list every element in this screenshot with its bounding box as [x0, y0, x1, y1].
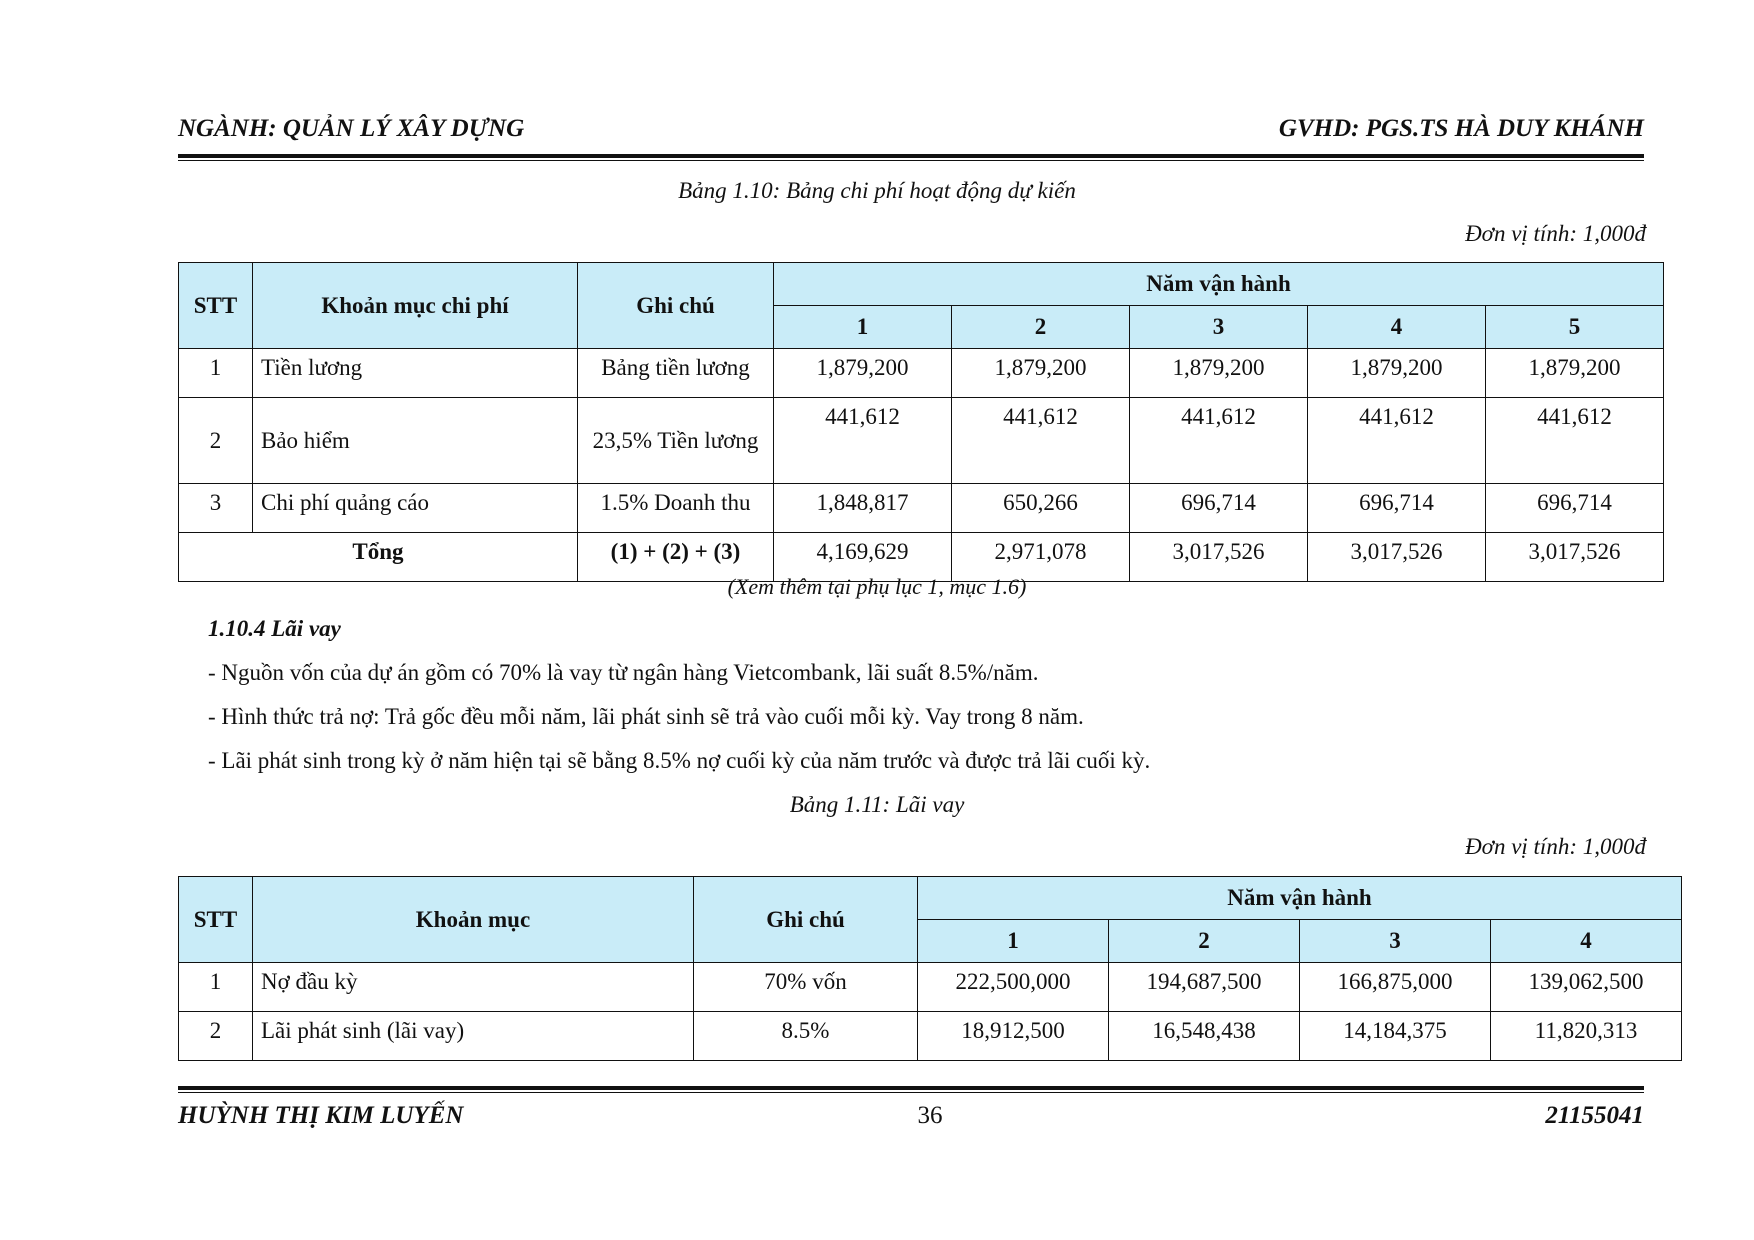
col-year: 5 [1486, 306, 1664, 349]
cell-value: 222,500,000 [918, 963, 1109, 1012]
cell-total-note: (1) + (2) + (3) [578, 533, 774, 582]
cell-value: 194,687,500 [1109, 963, 1300, 1012]
col-item: Khoản mục [253, 877, 694, 963]
paragraph: - Lãi phát sinh trong kỳ ở năm hiện tại sẽ bằng 8.5% nợ cuối kỳ của năm trước và được trả lãi cuối kỳ. [208, 748, 1151, 773]
loan-interest-table [178, 876, 1682, 1061]
cell-value: 650,266 [952, 484, 1130, 533]
cell-value: 1,879,200 [952, 349, 1130, 398]
col-year: 4 [1491, 920, 1682, 963]
col-year: 1 [774, 306, 952, 349]
table-row [179, 1012, 1682, 1061]
table1-caption: Bảng 1.10: Bảng chi phí hoạt động dự kiến [678, 178, 1076, 203]
col-year: 3 [1300, 920, 1491, 963]
cell-value: 441,612 [1486, 398, 1664, 484]
cell-value: 696,714 [1308, 484, 1486, 533]
table-row [179, 963, 1682, 1012]
cell-item: Lãi phát sinh (lãi vay) [253, 1012, 694, 1061]
cell-item: Bảo hiểm [253, 398, 578, 484]
col-year: 1 [918, 920, 1109, 963]
cell-value: 166,875,000 [1300, 963, 1491, 1012]
table2-caption: Bảng 1.11: Lãi vay [789, 792, 965, 817]
cell-stt: 3 [179, 484, 253, 533]
cell-value: 4,169,629 [774, 533, 952, 582]
col-years-group: Năm vận hành [774, 263, 1664, 306]
table-row [179, 398, 1664, 484]
cell-note: 8.5% [694, 1012, 918, 1061]
col-stt: STT [179, 877, 253, 963]
table1-footnote: (Xem thêm tại phụ lục 1, mục 1.6) [727, 574, 1027, 599]
col-years-group: Năm vận hành [918, 877, 1682, 920]
cell-value: 441,612 [1308, 398, 1486, 484]
paragraph: - Hình thức trả nợ: Trả gốc đều mỗi năm, lãi phát sinh sẽ trả vào cuối mỗi kỳ. Vay trong 8 năm. [208, 704, 1084, 729]
col-item: Khoản mục chi phí [253, 263, 578, 349]
cell-value: 1,848,817 [774, 484, 952, 533]
cell-item: Chi phí quảng cáo [253, 484, 578, 533]
cell-total-label: Tổng [179, 533, 578, 582]
cell-value: 16,548,438 [1109, 1012, 1300, 1061]
cell-value: 3,017,526 [1486, 533, 1664, 582]
page-number: 36 [917, 1102, 943, 1129]
table-row [179, 484, 1664, 533]
table-row [179, 349, 1664, 398]
cell-value: 1,879,200 [1130, 349, 1308, 398]
col-stt: STT [179, 263, 253, 349]
col-note: Ghi chú [578, 263, 774, 349]
col-year: 4 [1308, 306, 1486, 349]
header-rule [178, 154, 1644, 158]
cell-value: 696,714 [1486, 484, 1664, 533]
cell-value: 18,912,500 [918, 1012, 1109, 1061]
footer-rule-thin [178, 1092, 1644, 1093]
col-year: 2 [952, 306, 1130, 349]
header-supervisor: GVHD: PGS.TS HÀ DUY KHÁNH [1278, 115, 1644, 142]
table2-unit: Đơn vị tính: 1,000đ [1465, 834, 1646, 859]
cell-stt: 1 [179, 349, 253, 398]
cell-value: 1,879,200 [1486, 349, 1664, 398]
cell-value: 696,714 [1130, 484, 1308, 533]
cell-value: 441,612 [774, 398, 952, 484]
col-note: Ghi chú [694, 877, 918, 963]
cell-value: 1,879,200 [1308, 349, 1486, 398]
cell-value: 441,612 [1130, 398, 1308, 484]
header-rule-thin [178, 160, 1644, 161]
operating-cost-table [178, 262, 1664, 582]
col-year: 3 [1130, 306, 1308, 349]
cell-value: 14,184,375 [1300, 1012, 1491, 1061]
table1-unit: Đơn vị tính: 1,000đ [1465, 221, 1646, 246]
cell-value: 11,820,313 [1491, 1012, 1682, 1061]
cell-value: 139,062,500 [1491, 963, 1682, 1012]
cell-stt: 2 [179, 398, 253, 484]
footer-rule [178, 1086, 1644, 1090]
col-year: 2 [1109, 920, 1300, 963]
cell-value: 3,017,526 [1130, 533, 1308, 582]
cell-value: 2,971,078 [952, 533, 1130, 582]
footer-student-id: 21155041 [1545, 1102, 1644, 1129]
cell-note: 23,5% Tiền lương [578, 398, 774, 484]
cell-stt: 1 [179, 963, 253, 1012]
cell-value: 3,017,526 [1308, 533, 1486, 582]
cell-item: Tiền lương [253, 349, 578, 398]
cell-note: 1.5% Doanh thu [578, 484, 774, 533]
cell-value: 441,612 [952, 398, 1130, 484]
cell-stt: 2 [179, 1012, 253, 1061]
cell-value: 1,879,200 [774, 349, 952, 398]
paragraph: - Nguồn vốn của dự án gồm có 70% là vay từ ngân hàng Vietcombank, lãi suất 8.5%/năm. [208, 660, 1039, 685]
cell-item: Nợ đầu kỳ [253, 963, 694, 1012]
footer-author: HUỲNH THỊ KIM LUYẾN [178, 1102, 464, 1129]
cell-note: Bảng tiền lương [578, 349, 774, 398]
header-department: NGÀNH: QUẢN LÝ XÂY DỰNG [178, 115, 525, 142]
section-heading: 1.10.4 Lãi vay [208, 616, 341, 641]
cell-note: 70% vốn [694, 963, 918, 1012]
